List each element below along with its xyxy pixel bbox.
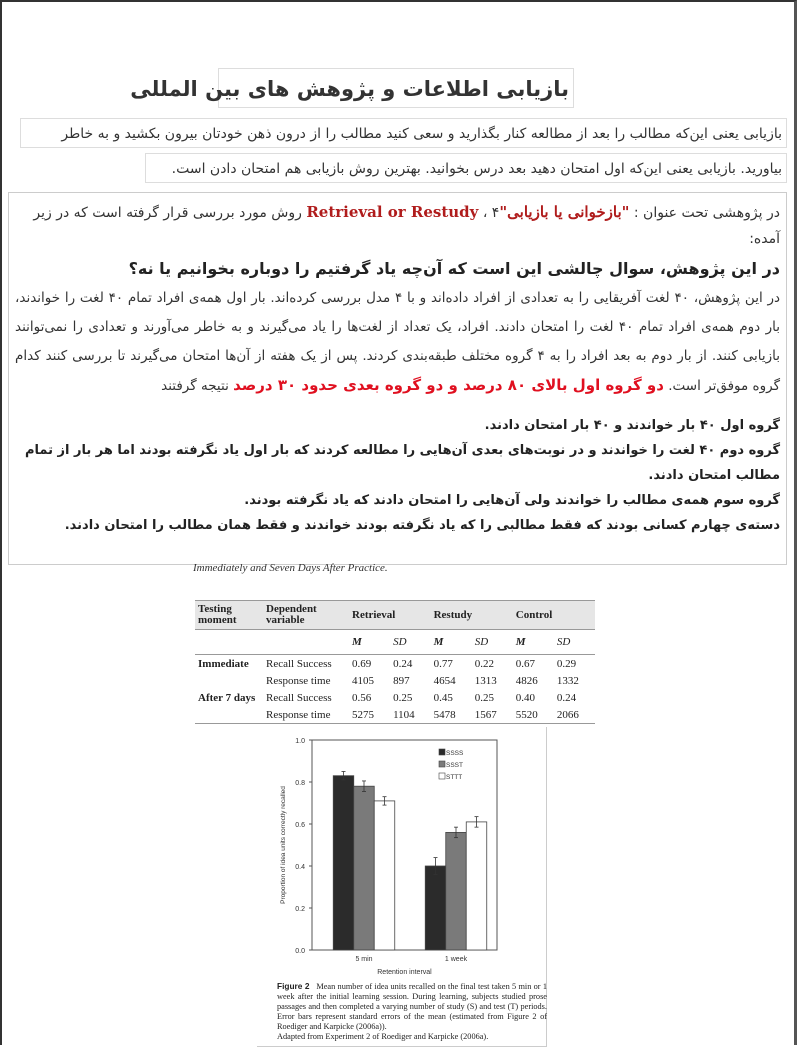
- header-control: Control: [513, 601, 595, 630]
- table-row: [195, 706, 595, 724]
- table-row: [195, 672, 595, 689]
- table-row: [195, 689, 595, 706]
- results-table: [195, 600, 595, 724]
- cell: 897: [393, 674, 410, 687]
- cell: 1567: [472, 706, 513, 724]
- y-tick-label: 0.0: [295, 948, 305, 955]
- study-title: "بازخوانی یا بازیابی"Retrieval or Restudy: [306, 203, 630, 221]
- cell: 0.29: [556, 657, 577, 670]
- figure-source: Adapted from Experiment 2 of Roediger and Karpicke (2006a).: [277, 1032, 489, 1041]
- table-caption: Immediately and Seven Days After Practice.: [193, 562, 388, 574]
- study-description: [15, 284, 780, 401]
- study-intro: [15, 199, 780, 252]
- group-item: دسته‌ی چهارم کسانی بودند که فقط مطالبی را که یاد نگرفته بودند خواندند و فقط همان مطالب را امتحان دادند.: [64, 518, 780, 533]
- header-retrieval: Retrieval: [349, 601, 431, 630]
- legend-label: SSSS: [446, 750, 464, 757]
- cell: 2066: [554, 706, 595, 724]
- table-subheader-row: [195, 630, 595, 655]
- x-tick-label: 5 min: [355, 956, 373, 963]
- subheader-sd: SD: [554, 630, 595, 655]
- cell: 0.22: [474, 657, 494, 670]
- cell: 1313: [474, 674, 497, 687]
- row-variable: Recall Success: [266, 657, 332, 670]
- bar-sttt: [466, 822, 487, 950]
- cell: 1332: [556, 674, 579, 687]
- cell: 0.77: [433, 657, 453, 670]
- y-axis-label: Proportion of idea units correctly recalled: [280, 786, 287, 904]
- x-tick-label: 1 week: [444, 956, 468, 963]
- intro-line-2: بیاورید. بازیابی یعنی این‌که اول امتحان دهید بعد درس بخوانید. بهترین روش بازیابی هم امتحان دادن است.: [145, 153, 787, 183]
- y-tick-label: 0.4: [295, 864, 305, 871]
- study-result-highlight: دو گروه اول بالای ۸۰ درصد و دو گروه بعدی حدود ۳۰ درصد: [233, 376, 664, 394]
- bar-chart: [257, 727, 547, 977]
- study-description-text: در این پژوهش، ۴۰ لغت آفریقایی را به تعدادی از افراد داده‌اند و با ۴ مدل بررسی کرده‌اند. بار اول همه‌ی افراد تمام ۴۰ لغت را خواندند، بار دوم همه‌ی افراد تمام ۴۰ لغت را امتحان دادند. افراد، یک تعداد از لغت‌ها را یاد می‌گیرند و به خاطر می‌آورند و تعدادی را نمی‌توانند بازیابی کنند. از بار دوم به بعد افراد را به ۴ گروه مختلف طبقه‌بندی کردند. پس از یک هفته از آن‌ها امتحان می‌گیرند تا بررسی کنند کدام گروه موفق‌تر است.: [15, 290, 781, 394]
- group-item: گروه سوم همه‌ی مطالب را خواندند ولی آن‌هایی را امتحان دادند که یاد نگرفته بودند.: [244, 493, 780, 508]
- row-variable: Response time: [266, 674, 331, 687]
- group-item: گروه اول ۴۰ بار خواندند و ۴۰ بار امتحان دادند.: [484, 418, 780, 433]
- subheader-sd: SD: [390, 630, 431, 655]
- cell: 4654: [433, 674, 456, 687]
- cell: 1104: [390, 706, 431, 724]
- group-list: [15, 413, 780, 538]
- cell: 5478: [431, 706, 472, 724]
- bar-ssss: [333, 776, 354, 950]
- page-title: بازیابی اطلاعات و پژوهش های بین المللی: [218, 68, 574, 108]
- study-intro-text: در پژوهشی تحت عنوان :: [629, 205, 780, 221]
- bar-ssss: [425, 866, 446, 950]
- header-dependent-variable: Dependent variable: [263, 601, 349, 630]
- cell: 0.24: [556, 691, 577, 704]
- research-question: در این پژوهش، سوال چالشی این است که آن‌چه یاد گرفتیم را دوباره بخوانیم یا نه؟: [128, 259, 780, 278]
- y-tick-label: 0.6: [295, 822, 305, 829]
- figure-caption: [277, 981, 547, 1042]
- y-tick-label: 0.8: [295, 780, 305, 787]
- cell: 0.24: [393, 657, 413, 670]
- cell: 0.40: [515, 691, 536, 704]
- legend-label: STTT: [446, 774, 463, 781]
- subheader-m: M: [513, 630, 554, 655]
- subheader-sd: SD: [472, 630, 513, 655]
- study-section: [8, 192, 787, 565]
- header-testing-moment: Testing moment: [195, 601, 263, 630]
- bar-ssst: [354, 786, 375, 950]
- row-variable: Response time: [263, 706, 349, 724]
- cell: 4105: [352, 674, 374, 687]
- y-tick-label: 1.0: [295, 738, 305, 745]
- subheader-m: M: [431, 630, 472, 655]
- figure-label: Figure 2: [277, 981, 310, 991]
- x-axis-label: Retention interval: [377, 969, 432, 976]
- cell: 0.45: [433, 691, 453, 704]
- figure-caption-text: Mean number of idea units recalled on the final test taken 5 min or 1 week after the initial learning session. During learning, subjects studied prose passages and then completed a varying number of study (S) and test (T) periods. Error bars represent standard errors of the mean (estimated from Figure 2 of Roediger and Karpicke (2006a)).: [277, 982, 547, 1031]
- row-moment: [195, 706, 263, 724]
- cell: 5275: [349, 706, 390, 724]
- group-item: گروه دوم ۴۰ لغت را خواندند و در نوبت‌های بعدی آن‌هایی را مطالعه کردند که بار اول یاد نگرفته بودند اما هر بار از تمام مطالب امتحان دادند.: [25, 443, 780, 483]
- study-description-end: نتیجه گرفتند: [161, 378, 234, 394]
- legend-swatch-sttt: [439, 773, 445, 779]
- intro-line-1: بازیابی یعنی این‌که مطالب را بعد از مطالعه کنار بگذارید و سعی کنید مطالب را از درون ذهن خودتان بیرون بکشید و به خاطر: [20, 118, 787, 148]
- row-variable: Recall Success: [266, 691, 332, 704]
- cell: 5520: [513, 706, 554, 724]
- legend-swatch-ssst: [439, 761, 445, 767]
- table-row: [195, 655, 595, 673]
- cell: 4826: [515, 674, 538, 687]
- legend-swatch-ssss: [439, 749, 445, 755]
- row-moment: [195, 672, 263, 689]
- row-moment: Immediate: [198, 657, 249, 670]
- cell: 0.25: [474, 691, 494, 704]
- subheader-m: M: [349, 630, 390, 655]
- study-intro-text-end: ، ۴ روش مورد بررسی قرار گرفته است که در زیر آمده:: [33, 205, 780, 247]
- bar-ssst: [446, 832, 467, 950]
- cell: 0.25: [393, 691, 413, 704]
- bar-sttt: [374, 801, 395, 950]
- y-tick-label: 0.2: [295, 906, 305, 913]
- row-moment: After 7 days: [198, 691, 256, 704]
- cell: 0.69: [352, 657, 372, 670]
- table-header-row: [195, 601, 595, 630]
- cell: 0.67: [515, 657, 536, 670]
- cell: 0.56: [352, 691, 372, 704]
- legend-label: SSST: [446, 762, 463, 769]
- header-restudy: Restudy: [431, 601, 513, 630]
